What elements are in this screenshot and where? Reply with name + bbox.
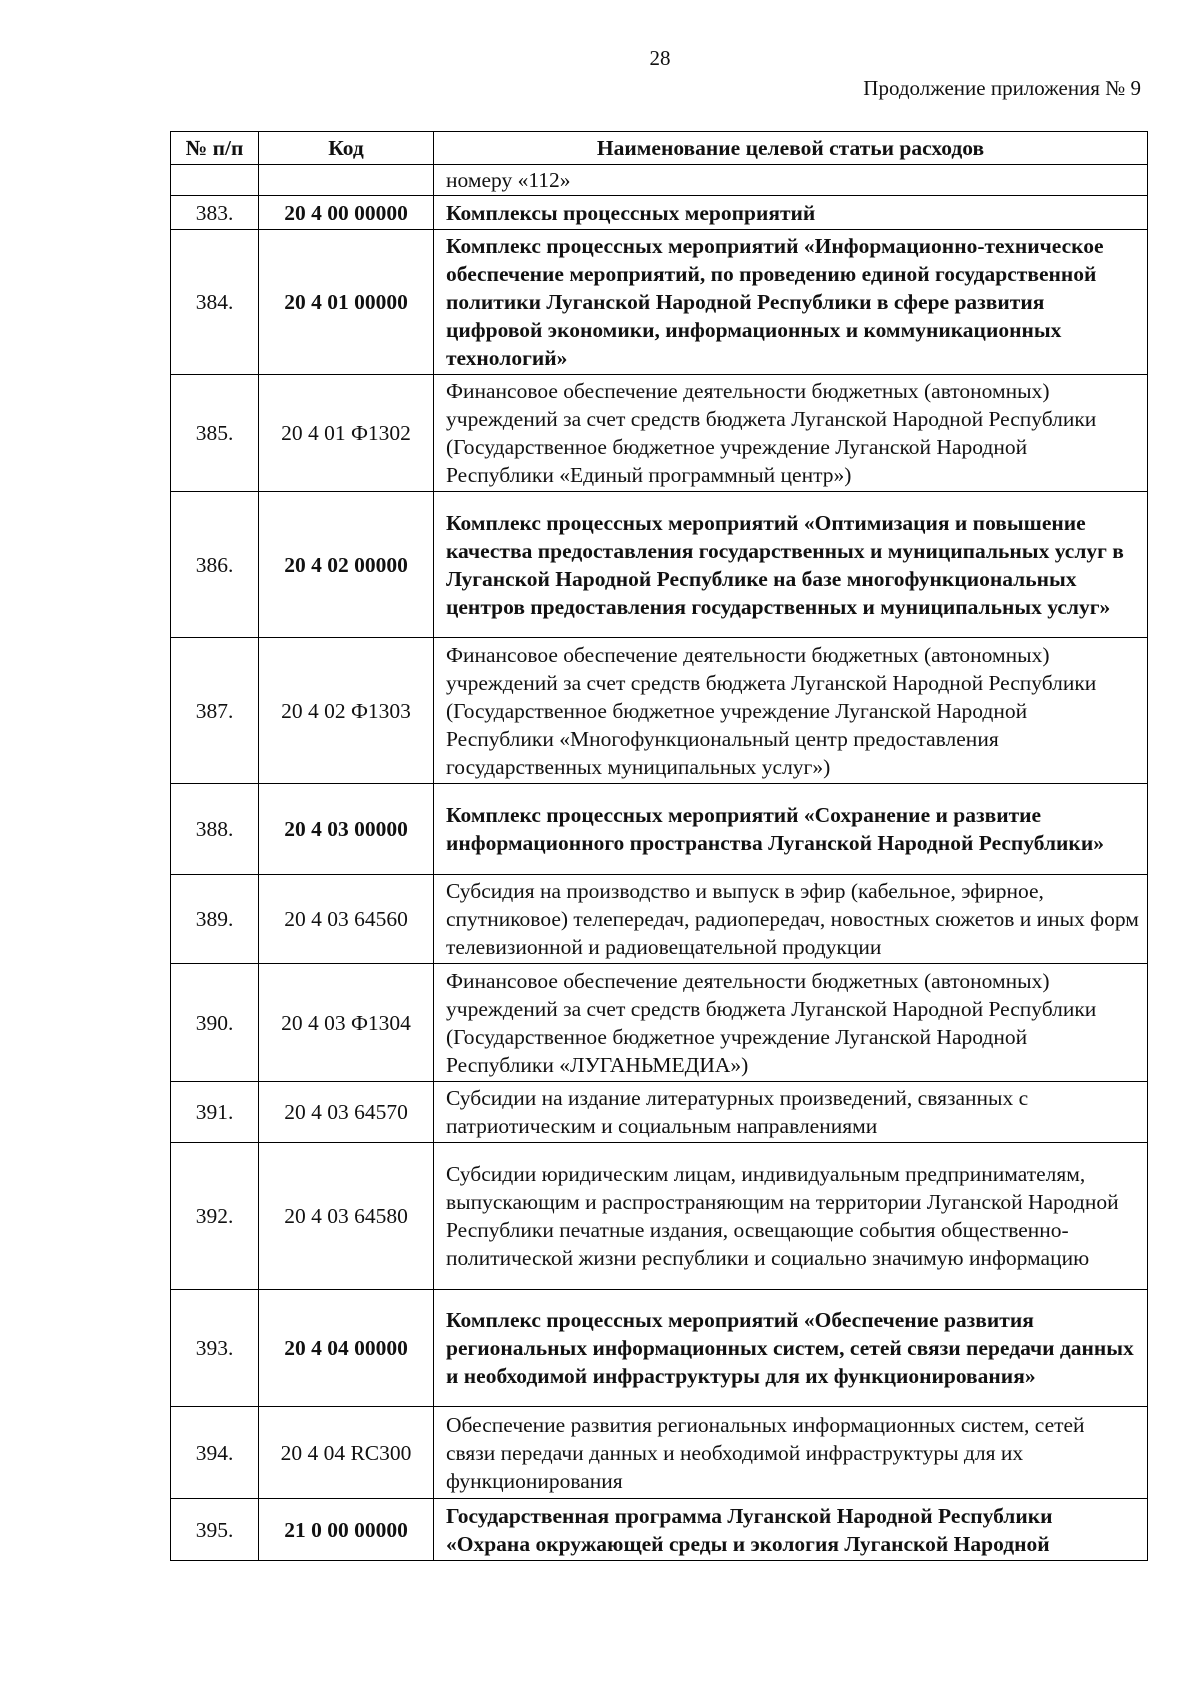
table-row bbox=[171, 1290, 1148, 1407]
row-number: 392. bbox=[171, 1143, 259, 1290]
row-name: Субсидии юридическим лицам, индивидуальным предпринимателям, выпускающим и распространяющим на территории Луганской Народной Республики печатные издания, освещающие события общественно-политической жизни республики и социально значимую информацию bbox=[434, 1143, 1148, 1290]
row-name: Государственная программа Луганской Народной Республики «Охрана окружающей среды и экология Луганской Народной bbox=[434, 1499, 1148, 1561]
row-code: 20 4 02 Ф1303 bbox=[259, 638, 434, 784]
page-number: 28 bbox=[649, 46, 671, 70]
row-name: Комплексы процессных мероприятий bbox=[434, 196, 1148, 230]
row-name: Комплекс процессных мероприятий «Обеспечение развития региональных информационных систем, сетей связи передачи данных и необходимой инфраструктуры для их функционирования» bbox=[434, 1290, 1148, 1407]
appendix-continuation-label: Продолжение приложения № 9 bbox=[863, 76, 1141, 100]
row-code bbox=[259, 165, 434, 196]
row-number: 393. bbox=[171, 1290, 259, 1407]
table-row bbox=[171, 165, 1148, 196]
table-row bbox=[171, 1143, 1148, 1290]
table-row bbox=[171, 1082, 1148, 1143]
row-number: 385. bbox=[171, 375, 259, 492]
row-name: Субсидии на издание литературных произведений, связанных с патриотическим и социальным направлениями bbox=[434, 1082, 1148, 1143]
row-number: 388. bbox=[171, 784, 259, 875]
row-code: 20 4 03 64570 bbox=[259, 1082, 434, 1143]
row-code: 20 4 03 00000 bbox=[259, 784, 434, 875]
row-code: 20 4 04 00000 bbox=[259, 1290, 434, 1407]
row-name: Комплекс процессных мероприятий «Оптимизация и повышение качества предоставления государственных и муниципальных услуг в Луганской Народной Республике на базе многофункциональных центров предоставления государственных и муниципальных услуг» bbox=[434, 492, 1148, 638]
row-code: 20 4 01 Ф1302 bbox=[259, 375, 434, 492]
row-code: 20 4 04 RC300 bbox=[259, 1407, 434, 1499]
table-row bbox=[171, 964, 1148, 1082]
row-code: 20 4 03 Ф1304 bbox=[259, 964, 434, 1082]
table-row bbox=[171, 1407, 1148, 1499]
row-number: 389. bbox=[171, 875, 259, 964]
row-number: 391. bbox=[171, 1082, 259, 1143]
table-header-row bbox=[171, 132, 1148, 165]
row-number: 384. bbox=[171, 230, 259, 375]
row-code: 20 4 02 00000 bbox=[259, 492, 434, 638]
row-number: 390. bbox=[171, 964, 259, 1082]
table-row bbox=[171, 875, 1148, 964]
row-name: Субсидия на производство и выпуск в эфир (кабельное, эфирное, спутниковое) телепередач, радиопередач, новостных сюжетов и иных форм телевизионной и радиовещательной продукции bbox=[434, 875, 1148, 964]
row-code: 20 4 03 64580 bbox=[259, 1143, 434, 1290]
row-name: Комплекс процессных мероприятий «Информационно-техническое обеспечение мероприятий, по проведению единой государственной политики Луганской Народной Республики в сфере развития цифровой экономики, информационных и коммуникационных технологий» bbox=[434, 230, 1148, 375]
row-name: Обеспечение развития региональных информационных систем, сетей связи передачи данных и необходимой инфраструктуры для их функционирования bbox=[434, 1407, 1148, 1499]
row-number bbox=[171, 165, 259, 196]
row-name: Финансовое обеспечение деятельности бюджетных (автономных) учреждений за счет средств бюджета Луганской Народной Республики (Государственное бюджетное учреждение Луганской Народной Республики «Многофункциональный центр предоставления государственных муниципальных услуг») bbox=[434, 638, 1148, 784]
row-number: 386. bbox=[171, 492, 259, 638]
row-code: 20 4 03 64560 bbox=[259, 875, 434, 964]
row-number: 394. bbox=[171, 1407, 259, 1499]
table-row bbox=[171, 492, 1148, 638]
column-header-code: Код bbox=[259, 132, 434, 165]
table-row bbox=[171, 375, 1148, 492]
table-row bbox=[171, 230, 1148, 375]
row-number: 395. bbox=[171, 1499, 259, 1561]
column-header-name: Наименование целевой статьи расходов bbox=[434, 132, 1148, 165]
row-code: 21 0 00 00000 bbox=[259, 1499, 434, 1561]
row-code: 20 4 01 00000 bbox=[259, 230, 434, 375]
row-name: Финансовое обеспечение деятельности бюджетных (автономных) учреждений за счет средств бюджета Луганской Народной Республики (Государственное бюджетное учреждение Луганской Народной Республики «Единый программный центр») bbox=[434, 375, 1148, 492]
table-row bbox=[171, 784, 1148, 875]
budget-items-table bbox=[170, 131, 1148, 1561]
table-row bbox=[171, 196, 1148, 230]
row-name: Комплекс процессных мероприятий «Сохранение и развитие информационного пространства Луганской Народной Республики» bbox=[434, 784, 1148, 875]
row-name: номеру «112» bbox=[434, 165, 1148, 196]
row-code: 20 4 00 00000 bbox=[259, 196, 434, 230]
table-row bbox=[171, 638, 1148, 784]
row-name: Финансовое обеспечение деятельности бюджетных (автономных) учреждений за счет средств бюджета Луганской Народной Республики (Государственное бюджетное учреждение Луганской Народной Республики «ЛУГАНЬМЕДИА») bbox=[434, 964, 1148, 1082]
column-header-number: № п/п bbox=[171, 132, 259, 165]
row-number: 383. bbox=[171, 196, 259, 230]
table-row bbox=[171, 1499, 1148, 1561]
row-number: 387. bbox=[171, 638, 259, 784]
